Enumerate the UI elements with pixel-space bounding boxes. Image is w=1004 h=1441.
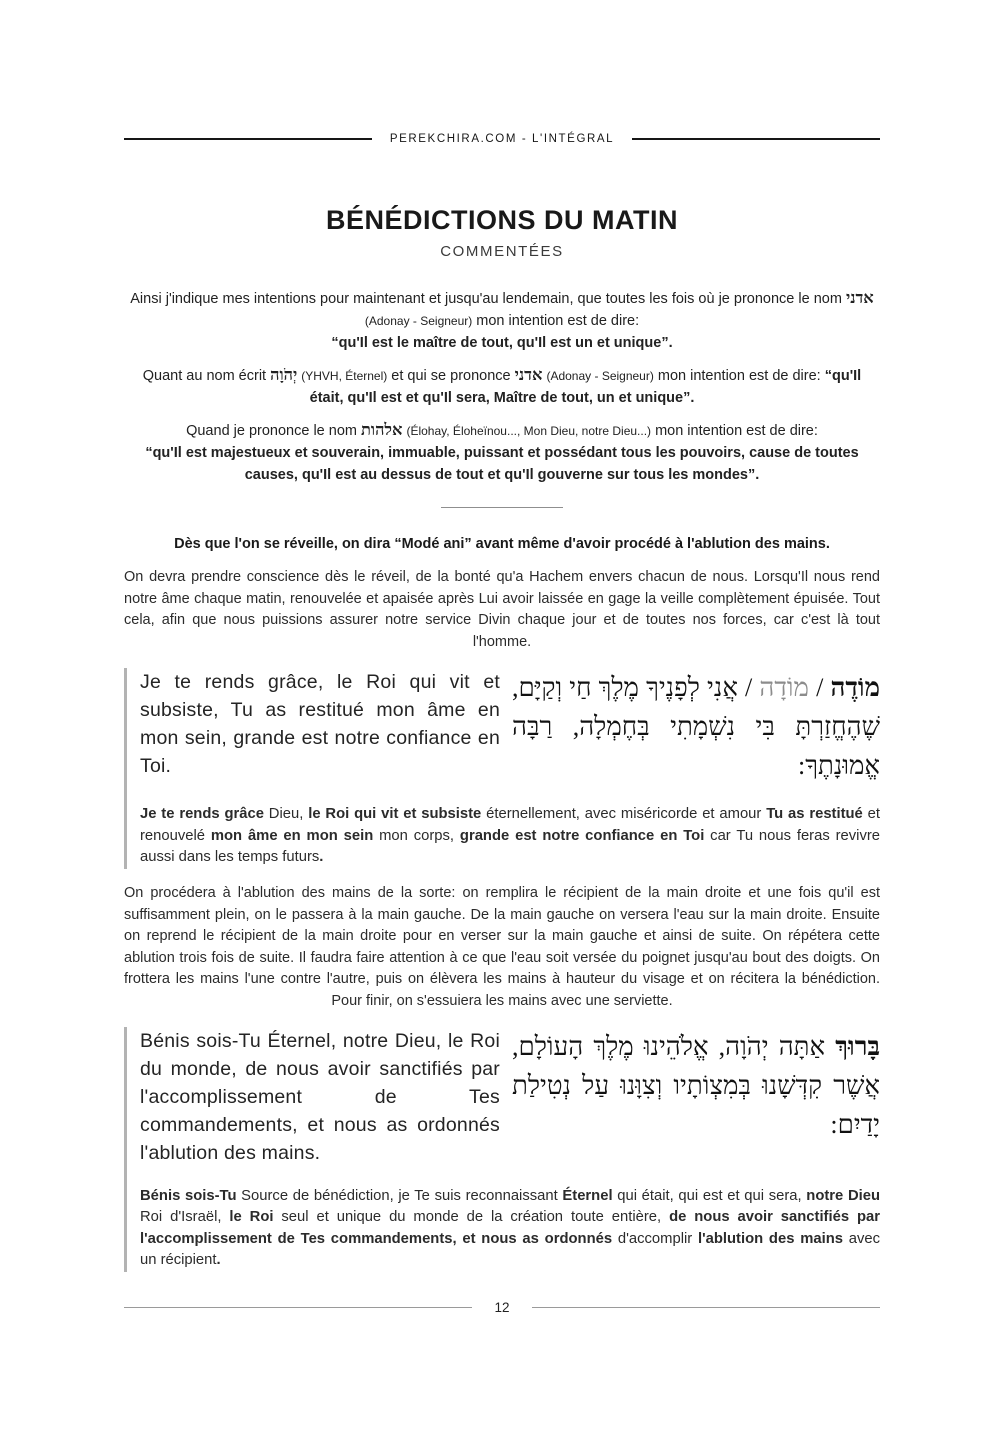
text-run: Roi d'Israël,: [140, 1209, 230, 1226]
intro-section: [124, 287, 880, 486]
intro-paragraph-adonay: [124, 287, 880, 354]
text-run: (Élohay, Éloheïnou..., Mon Dieu, notre Dieu...): [406, 424, 652, 438]
wake-note: Dès que l'on se réveille, on dira “Modé ani” avant même d'avoir procédé à l'ablution des mains.: [174, 536, 830, 552]
text-run: Quand je prononce le nom: [186, 423, 362, 439]
text-run: l'ablution des mains: [698, 1230, 843, 1247]
header-rule-right: [632, 138, 880, 140]
text-run: Ainsi j'indique mes intentions pour maintenant et jusqu'au lendemain, que toutes les fois où je prononce le nom: [130, 291, 846, 307]
conscience-paragraph: On devra prendre conscience dès le réveil, de la bonté qu'a Hachem envers chacun de nous. Lorsqu'Il nous rend notre âme chaque matin, renouvelée et apaisée après Lui avoir laissée en gage la veille complètement épuisée. Tout cela, afin que nous puissions assurer notre service Divin chaque jour et de toutes nos forces, car c'est là tout l'homme.: [124, 569, 880, 650]
page: [124, 0, 880, 1272]
blessing-commentary: [140, 1186, 880, 1272]
text-run: (Adonay - Seigneur): [546, 369, 654, 383]
text-run: le Roi qui vit et subsiste: [308, 806, 482, 822]
text-run: Bénis sois-Tu: [140, 1187, 237, 1204]
text-run: .: [319, 849, 324, 865]
text-run: מוֹדֶה: [830, 673, 880, 702]
blessing-row: [140, 1027, 880, 1167]
blessing-mode-ani-section: [124, 668, 880, 869]
text-run: et qui se prononce: [387, 368, 515, 384]
section-divider: [441, 507, 563, 508]
text-run: “qu'Il est majestueux et souverain, immuable, puissant et possédant tous les pouvoirs, cause de toutes causes, qu'Il est au dessus de tout et qu'Il gouverne sur tous les mondes”.: [145, 445, 859, 483]
text-run: “qu'Il était, qu'Il est et qu'Il sera, Maître de tout, un et unique”.: [309, 368, 862, 406]
text-run: Source de bénédiction, je Te suis reconnaissant: [236, 1187, 563, 1204]
hebrew-term: אדני: [845, 289, 874, 307]
header-rule-left: [124, 138, 372, 140]
hebrew-term: אלהות: [361, 421, 403, 439]
blessing-hebrew-text: [512, 668, 880, 785]
page-header: [124, 0, 880, 145]
text-run: mon intention est de dire:: [653, 368, 825, 384]
text-run: “qu'Il est le maître de tout, qu'Il est un et unique”.: [331, 335, 673, 351]
text-run: car Tu nous feras revivre aussi dans les temps futurs: [140, 827, 880, 865]
page-footer: [124, 1300, 880, 1315]
text-run: mon âme en mon sein: [210, 827, 374, 844]
text-run: mon intention est de dire:: [651, 423, 818, 439]
text-run: mon intention est de dire:: [472, 313, 640, 329]
blessing-row: [140, 668, 880, 785]
text-run: / אֲנִי לְפָנֶיךָ מֶלֶךְ חַי וְקַיָּם, שֶׁהֶחֱזַרְתָּ בִּי נִשְׁמָתִי בְּחֶמְלָה, רַבָּה אֱמוּנָתֶךָ:: [512, 673, 880, 780]
text-run: qui était, qui est et qui sera,: [612, 1187, 807, 1204]
intro-paragraph-elohout: [124, 419, 880, 486]
text-run: Quant au nom écrit: [142, 368, 271, 384]
text-run: notre Dieu: [806, 1187, 881, 1204]
text-run: Éternel: [562, 1187, 613, 1204]
footer-rule-right: [532, 1307, 880, 1308]
text-run: grande est notre confiance en Toi: [459, 827, 705, 844]
text-run: (YHVH, Éternel): [301, 369, 388, 383]
ablution-instructions-paragraph: On procédera à l'ablution des mains de la sorte: on remplira le récipient de la main droite et une fois qu'il est suffisamment plein, on le passera à la main gauche. De la main gauche on versera l'eau sur la main droite. Ensuite on reprend le récipient de la main droite pour en verser sur la main gauche et ainsi de suite. On répétera cette ablution trois fois de suite. Il faudra faire attention à ce que l'eau soit versée du poignet jusqu'au bout des doigts. On frottera les mains l'une contre l'autre, puis on élèvera les mains à hauteur du visage et on récitera la bénédiction. Pour finir, on s'essuiera les mains avec une serviette.: [124, 885, 880, 1009]
text-run: Dieu,: [263, 806, 309, 822]
page-subtitle: COMMENTÉES: [440, 243, 564, 260]
blessing-translation: Bénis sois-Tu Éternel, notre Dieu, le Roi du monde, de nous avoir sanctifiés par l'accomplissement de Tes commandements, et nous as ordonnés l'ablution des mains.: [140, 1029, 500, 1164]
text-run: le Roi: [229, 1209, 274, 1226]
blessing-hebrew-text: [512, 1027, 880, 1144]
text-run: mon corps,: [373, 827, 460, 844]
footer-rule-left: [124, 1307, 472, 1308]
text-run: et renouvelé: [140, 806, 880, 844]
text-run: (Adonay - Seigneur): [364, 314, 473, 328]
text-run: .: [216, 1252, 221, 1269]
text-run: /: [808, 673, 831, 702]
blessing-netilat-yadayim-section: [124, 1027, 880, 1272]
text-run: Je te rends grâce: [140, 806, 264, 822]
hebrew-term: אדני: [514, 366, 543, 384]
text-run: אַתָּה יְהֹוָה, אֱלֹהֵינוּ מֶלֶךְ הָעוֹלָם, אֲשֶׁר קִדְּשָׁנוּ בְּמִצְוֹתָיו וְצִוָּנוּ עַל נְטִילַת יָדַיִם:: [512, 1031, 880, 1139]
text-run: בָּרוּךְ: [835, 1031, 880, 1061]
text-run: seul et unique du monde de la création toute entière,: [273, 1209, 670, 1226]
blessing-commentary: [140, 804, 880, 869]
text-run: d'accomplir: [612, 1230, 698, 1247]
site-title: PEREKCHIRA.COM - L'INTÉGRAL: [389, 133, 615, 145]
page-number: 12: [494, 1300, 510, 1315]
hebrew-term: יְהֹוָה: [270, 366, 298, 384]
blessing-translation: Je te rends grâce, le Roi qui vit et subsiste, Tu as restitué mon âme en mon sein, grande est notre confiance en Toi.: [140, 671, 500, 777]
text-run: de nous avoir sanctifiés par l'accomplissement de Tes commandements, et nous as ordonnés: [140, 1209, 880, 1247]
text-run: מוֹדָה: [759, 673, 809, 702]
text-run: avec un récipient: [140, 1230, 881, 1269]
intro-paragraph-yhvh: [124, 364, 880, 409]
text-run: Tu as restitué: [766, 806, 863, 822]
page-title: BÉNÉDICTIONS DU MATIN: [326, 205, 678, 235]
text-run: éternellement, avec miséricorde et amour: [481, 806, 767, 822]
